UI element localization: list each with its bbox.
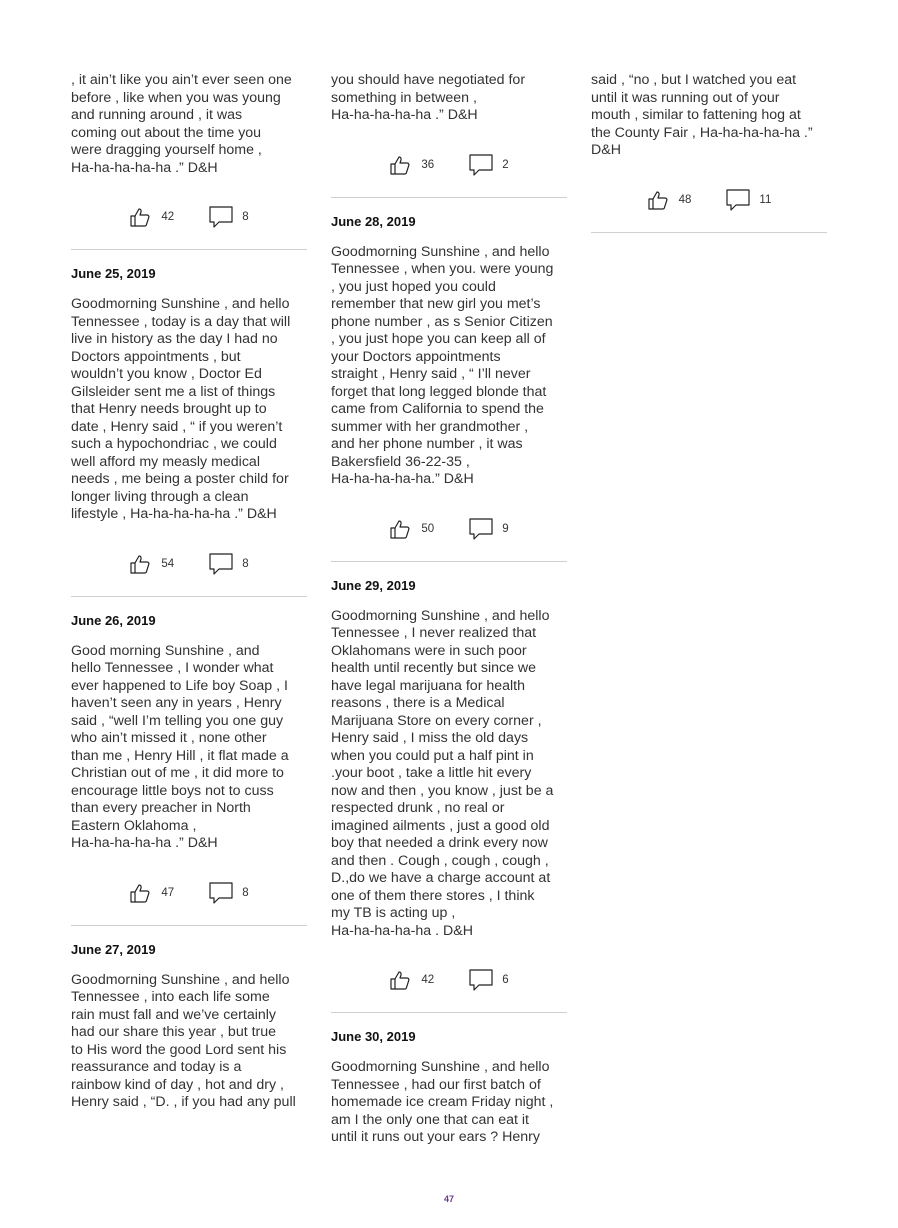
post-date: June 30, 2019 [331,1029,416,1044]
post-stats [71,873,307,913]
like-count: 42 [161,211,175,223]
thumbs-up-icon [129,552,153,576]
post-date: June 26, 2019 [71,612,156,628]
comment-icon [725,188,751,212]
thumbs-up-icon [389,517,413,541]
divider [331,561,567,562]
post-stats [331,145,567,185]
post-text: Goodmorning Sunshine , and hello Tennessee , into each life some rain must fall and we’ve certainly had our share this year , but true to His word the good Lord sent his reassurance and today is a rainbow kind of day , hot and dry , Henry said , “D. , if you had any pull [71,971,296,1110]
post [331,214,567,562]
thumbs-up-icon [389,968,413,992]
divider [71,925,307,926]
like-button[interactable] [389,517,434,541]
divider [591,232,827,233]
post-stats [331,960,567,1000]
thumbs-up-icon [129,205,153,229]
post [71,72,307,250]
like-count: 47 [161,886,175,899]
thumbs-up-icon [389,153,413,177]
post-stats [71,197,307,237]
post-text: Goodmorning Sunshine , and hello Tennessee , I never realized that Oklahomans were in such poor health until recently but since we have legal marijuana for health reasons , there is a Medical Marijuana Store on every corner , Henry said , I miss the old days when you could put a half pint in .your boot , take a little hit every now and then , you know , just be a respected drunk , no real or imagined ailments , just a good old boy that needed a drink every now and then . Cough , cough , cough , D.,do we have a charge account at one of them there stores , I think my TB is acting up , Ha-ha-ha-ha-ha . D&H [331,607,554,939]
thumbs-up-icon [647,188,671,212]
comment-icon [208,552,234,576]
post-text: Goodmorning Sunshine , and hello Tennessee , when you. were young , you just hoped you could remember that new girl you met’s phone number , as s Senior Citizen , you just hope you can keep all of your Doctors appointments straight , Henry said , “ I’ll never forget that long legged blonde that came from California to spend the summer with her grandmother , and her phone number , it was Bakersfield 36-22-35 , Ha-ha-ha-ha-ha.” D&H [331,243,554,487]
page-number: 47 [443,1194,454,1204]
post [71,266,307,597]
post-text: you should have negotiated for something in between , Ha-ha-ha-ha-ha .” D&H [331,72,526,123]
comment-count: 8 [242,211,249,223]
column-3 [591,72,827,233]
like-button[interactable] [389,153,434,177]
column-1 [71,72,307,1112]
like-count: 36 [421,158,435,171]
post-date: June 25, 2019 [71,266,156,281]
like-count: 48 [678,193,692,206]
comment-icon [468,968,494,992]
post-text: said , “no , but I watched you eat until it was running out of your mouth , similar to fattening hog at the County Fair , Ha-ha-ha-ha-ha .” D&H [591,72,813,158]
post [331,578,567,1014]
comment-button[interactable] [208,205,248,229]
comment-count: 2 [502,158,509,171]
thumbs-up-icon [129,881,153,905]
post-stats [591,180,827,220]
like-button[interactable] [389,968,434,992]
post [331,72,567,198]
post-text: Goodmorning Sunshine , and hello Tennessee , today is a day that will live in history as the day I had no Doctors appointments , but wouldn’t you know , Doctor Ed Gilsleider sent me a list of things that Henry needs brought up to date , Henry said , “ if you weren’t such a hypochondriac , we could well afford my measly medical needs , me being a poster child for longer living through a clean lifestyle , Ha-ha-ha-ha-ha .” D&H [71,296,291,522]
comment-button[interactable] [468,153,508,177]
post-text: Goodmorning Sunshine , and hello Tennessee , had our first batch of homemade ice cream Friday night , am I the only one that can eat it until it runs out your ears ? Henry [331,1059,554,1145]
comment-count: 8 [242,557,249,570]
comment-button[interactable] [208,881,248,905]
divider [71,249,307,250]
comment-count: 8 [242,886,249,899]
like-button[interactable] [647,188,692,212]
like-count: 42 [421,974,435,986]
comment-icon [208,881,234,905]
comment-button[interactable] [468,968,508,992]
comment-count: 6 [502,974,509,986]
comment-button[interactable] [468,517,508,541]
comment-icon [468,517,494,541]
post-stats [71,544,307,584]
like-button[interactable] [129,205,174,229]
divider [331,1012,567,1013]
post-date: June 27, 2019 [71,941,156,957]
comment-button[interactable] [208,552,248,576]
post-date: June 29, 2019 [331,577,416,593]
comment-button[interactable] [725,188,771,212]
comment-icon [468,153,494,177]
like-button[interactable] [129,552,174,576]
divider [331,197,567,198]
post-text: Good morning Sunshine , and hello Tennessee , I wonder what ever happened to Life boy Soap , I haven’t seen any in years , Henry said , “well I’m telling you one guy who ain’t missed it , none other than me , Henry Hill , it flat made a Christian out of me , it did more to encourage little boys not to cuss than every preacher in North Eastern Oklahoma , Ha-ha-ha-ha-ha .” D&H [71,642,289,851]
post [331,1029,567,1147]
post [71,613,307,926]
post [591,72,827,233]
comment-icon [208,205,234,229]
like-count: 54 [161,557,175,570]
post-date: June 28, 2019 [331,213,416,229]
like-count: 50 [421,522,435,535]
column-2 [331,72,567,1147]
comment-count: 11 [759,193,772,206]
comment-count: 9 [502,522,509,535]
post [71,942,307,1112]
divider [71,596,307,597]
post-stats [331,509,567,549]
post-text: , it ain’t like you ain’t ever seen one before , like when you was young and running around , it was coming out about the time you were dragging yourself home , Ha-ha-ha-ha-ha .” D&H [71,72,292,176]
like-button[interactable] [129,881,174,905]
